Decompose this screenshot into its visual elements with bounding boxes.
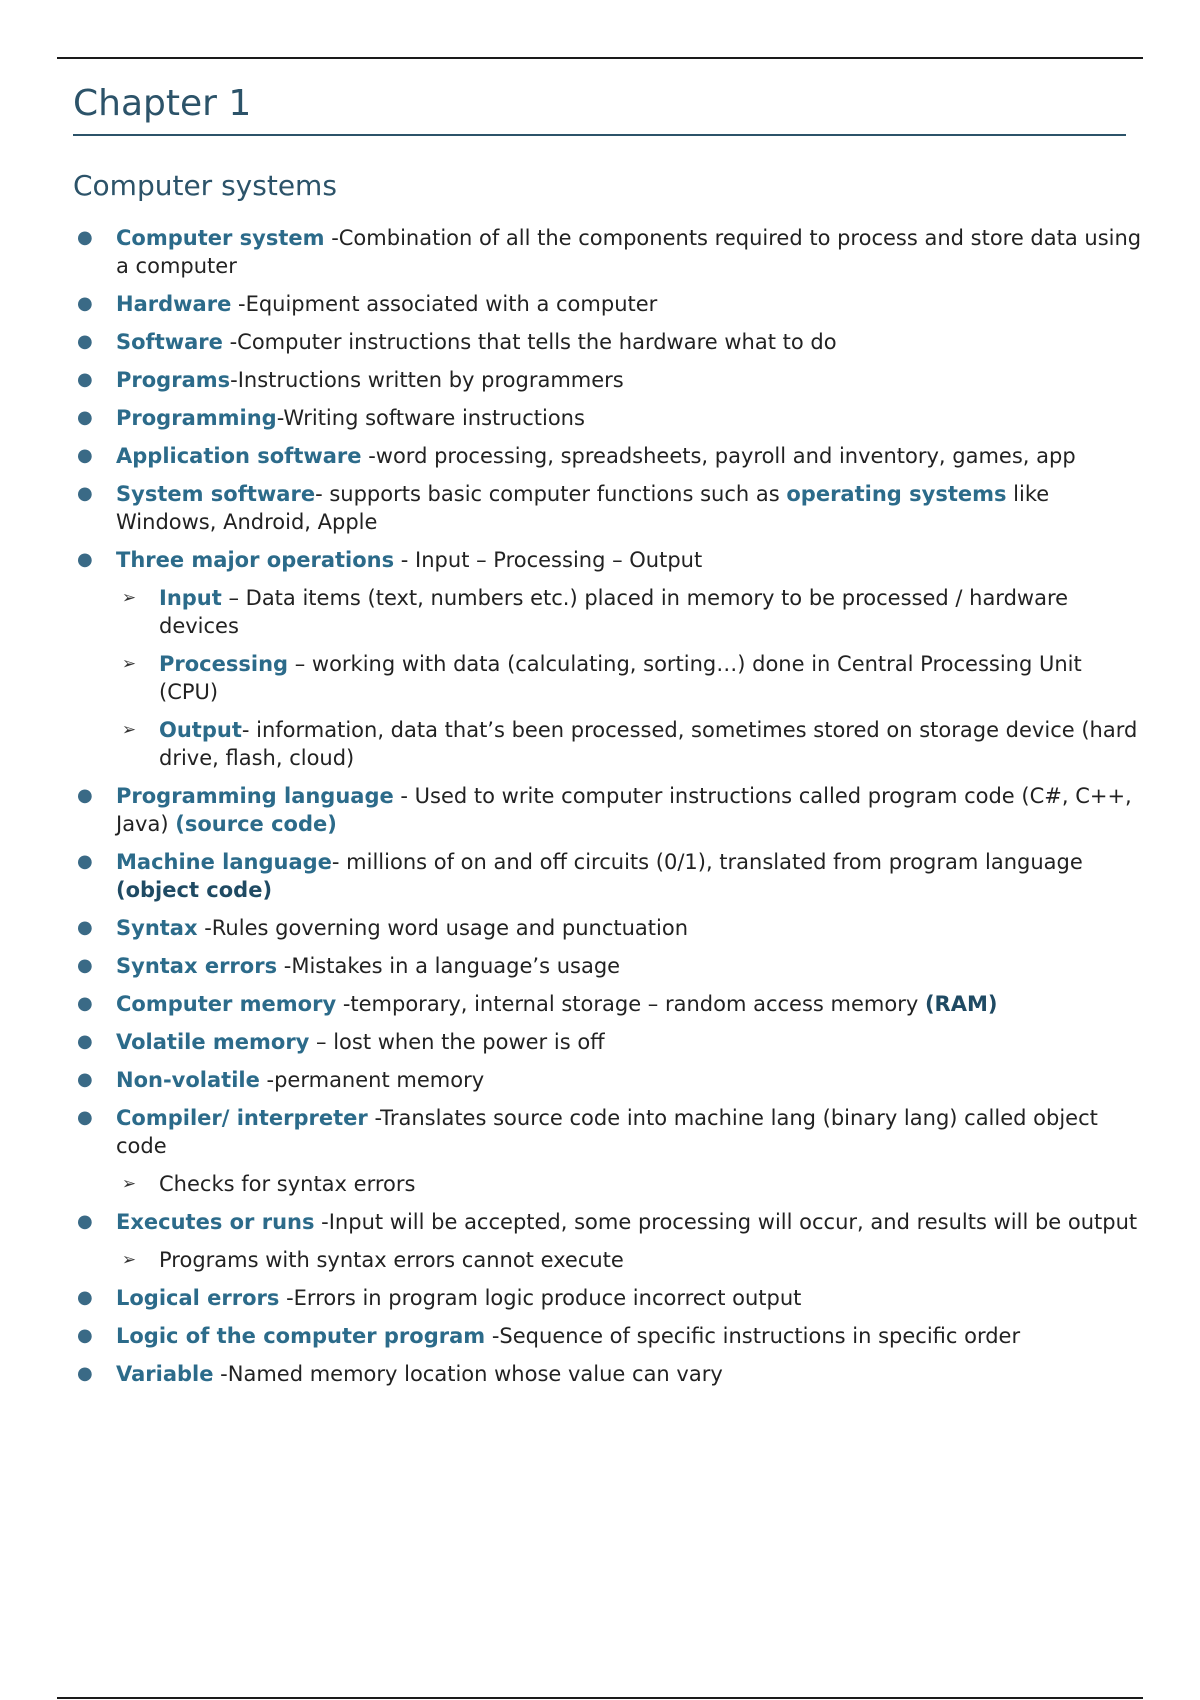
term: Programs bbox=[116, 368, 231, 392]
bullet-icon: ● bbox=[77, 549, 93, 570]
list-item bbox=[73, 546, 1145, 574]
arrow-bullet-icon: ➢ bbox=[121, 1250, 137, 1270]
term: Application software bbox=[116, 444, 362, 468]
bullet-icon: ● bbox=[77, 1069, 93, 1090]
definition: - Used to write computer instructions called program code (C#, C++, Java) bbox=[116, 784, 1132, 836]
term-highlight: (object code) bbox=[116, 878, 273, 902]
definition: -Named memory location whose value can vary bbox=[213, 1362, 723, 1386]
term: Input bbox=[159, 586, 222, 610]
definition: -Equipment associated with a computer bbox=[231, 292, 658, 316]
bullet-icon: ● bbox=[77, 1363, 93, 1384]
sub-list-item bbox=[73, 650, 1145, 706]
term: Hardware bbox=[116, 292, 232, 316]
bullet-icon: ● bbox=[77, 1107, 93, 1128]
sub-list-item bbox=[73, 584, 1145, 640]
sub-list-item bbox=[73, 1246, 1145, 1274]
term: Logical errors bbox=[116, 1286, 280, 1310]
term: Non-volatile bbox=[116, 1068, 260, 1092]
list-item bbox=[73, 290, 1145, 318]
bullet-icon: ● bbox=[77, 369, 93, 390]
definition: -Input will be accepted, some processing will occur, and results will be output bbox=[314, 1210, 1138, 1234]
definition: - Input – Processing – Output bbox=[394, 548, 703, 572]
definition: -Rules governing word usage and punctuation bbox=[197, 916, 689, 940]
list-item bbox=[73, 442, 1145, 470]
arrow-bullet-icon: ➢ bbox=[121, 720, 137, 740]
term: Computer memory bbox=[116, 992, 337, 1016]
term: Computer system bbox=[116, 226, 325, 250]
bullet-icon: ● bbox=[77, 293, 93, 314]
list-item bbox=[73, 1066, 1145, 1094]
list-item bbox=[73, 328, 1145, 356]
list-item bbox=[73, 480, 1145, 536]
list-item bbox=[73, 366, 1145, 394]
list-item bbox=[73, 990, 1145, 1018]
term: Variable bbox=[116, 1362, 214, 1386]
term: Output bbox=[159, 718, 242, 742]
term: Programming bbox=[116, 406, 277, 430]
bullet-icon: ● bbox=[77, 445, 93, 466]
term-highlight: (source code) bbox=[175, 812, 337, 836]
bullet-icon: ● bbox=[77, 227, 93, 248]
bullet-icon: ● bbox=[77, 1031, 93, 1052]
top-rule bbox=[57, 57, 1143, 59]
list-item bbox=[73, 1360, 1145, 1388]
definition: Programs with syntax errors cannot execute bbox=[159, 1248, 624, 1272]
definition: -Sequence of specific instructions in specific order bbox=[485, 1324, 1021, 1348]
section-title: Computer systems bbox=[73, 169, 337, 202]
definition: – working with data (calculating, sorting…) done in Central Processing Unit (CPU) bbox=[159, 652, 1082, 704]
list-item bbox=[73, 1208, 1145, 1236]
bullet-icon: ● bbox=[77, 955, 93, 976]
definition: – lost when the power is off bbox=[309, 1030, 605, 1054]
definition: -Computer instructions that tells the hardware what to do bbox=[222, 330, 837, 354]
bullet-icon: ● bbox=[77, 917, 93, 938]
definition: -Writing software instructions bbox=[276, 406, 585, 430]
arrow-bullet-icon: ➢ bbox=[121, 588, 137, 608]
definition: -Combination of all the components required to process and store data using a computer bbox=[116, 226, 1142, 278]
definition-continued: like Windows, Android, Apple bbox=[116, 482, 1050, 534]
definition: -word processing, spreadsheets, payroll and inventory, games, app bbox=[361, 444, 1076, 468]
list-item bbox=[73, 782, 1145, 838]
definition: -permanent memory bbox=[259, 1068, 485, 1092]
bullet-icon: ● bbox=[77, 993, 93, 1014]
definition: - supports basic computer functions such as bbox=[315, 482, 787, 506]
definition: – Data items (text, numbers etc.) placed in memory to be processed / hardware devices bbox=[159, 586, 1069, 638]
bullet-icon: ● bbox=[77, 407, 93, 428]
bullet-icon: ● bbox=[77, 331, 93, 352]
bullet-icon: ● bbox=[77, 1287, 93, 1308]
term: Machine language bbox=[116, 850, 332, 874]
sub-list-item bbox=[73, 1170, 1145, 1198]
list-item bbox=[73, 914, 1145, 942]
definition: - millions of on and off circuits (0/1), translated from program language bbox=[331, 850, 1083, 874]
term: Processing bbox=[159, 652, 289, 676]
term: Syntax bbox=[116, 916, 198, 940]
term: Syntax errors bbox=[116, 954, 278, 978]
term: System software bbox=[116, 482, 316, 506]
term: Logic of the computer program bbox=[116, 1324, 486, 1348]
term: Software bbox=[116, 330, 223, 354]
term: Executes or runs bbox=[116, 1210, 315, 1234]
arrow-bullet-icon: ➢ bbox=[121, 654, 137, 674]
sub-list-item bbox=[73, 716, 1145, 772]
term: Volatile memory bbox=[116, 1030, 310, 1054]
definition: Checks for syntax errors bbox=[159, 1172, 416, 1196]
definition: -temporary, internal storage – random access memory bbox=[336, 992, 925, 1016]
list-item bbox=[73, 848, 1145, 904]
bullet-icon: ● bbox=[77, 1325, 93, 1346]
definition: - information, data that’s been processed, sometimes stored on storage device (hard drive, flash, cloud) bbox=[159, 718, 1138, 770]
term: Programming language bbox=[116, 784, 394, 808]
list-item bbox=[73, 1284, 1145, 1312]
list-item bbox=[73, 1322, 1145, 1350]
bullet-icon: ● bbox=[77, 851, 93, 872]
list-item bbox=[73, 952, 1145, 980]
term: Three major operations bbox=[116, 548, 395, 572]
definition: -Translates source code into machine lang (binary lang) called object code bbox=[116, 1106, 1098, 1158]
list-item bbox=[73, 224, 1145, 280]
bullet-icon: ● bbox=[77, 1211, 93, 1232]
term-highlight: operating systems bbox=[786, 482, 1007, 506]
term-highlight: (RAM) bbox=[924, 992, 998, 1016]
definition: -Errors in program logic produce incorrect output bbox=[279, 1286, 802, 1310]
definition: -Instructions written by programmers bbox=[230, 368, 624, 392]
term: Compiler/ interpreter bbox=[116, 1106, 368, 1130]
list-item bbox=[73, 404, 1145, 432]
bottom-rule bbox=[57, 1697, 1143, 1699]
chapter-title: Chapter 1 bbox=[73, 80, 1126, 136]
bullet-icon: ● bbox=[77, 785, 93, 806]
list-item bbox=[73, 1104, 1145, 1160]
arrow-bullet-icon: ➢ bbox=[121, 1174, 137, 1194]
list-item bbox=[73, 1028, 1145, 1056]
definition: -Mistakes in a language’s usage bbox=[277, 954, 621, 978]
notes-list bbox=[73, 224, 1145, 1398]
bullet-icon: ● bbox=[77, 483, 93, 504]
